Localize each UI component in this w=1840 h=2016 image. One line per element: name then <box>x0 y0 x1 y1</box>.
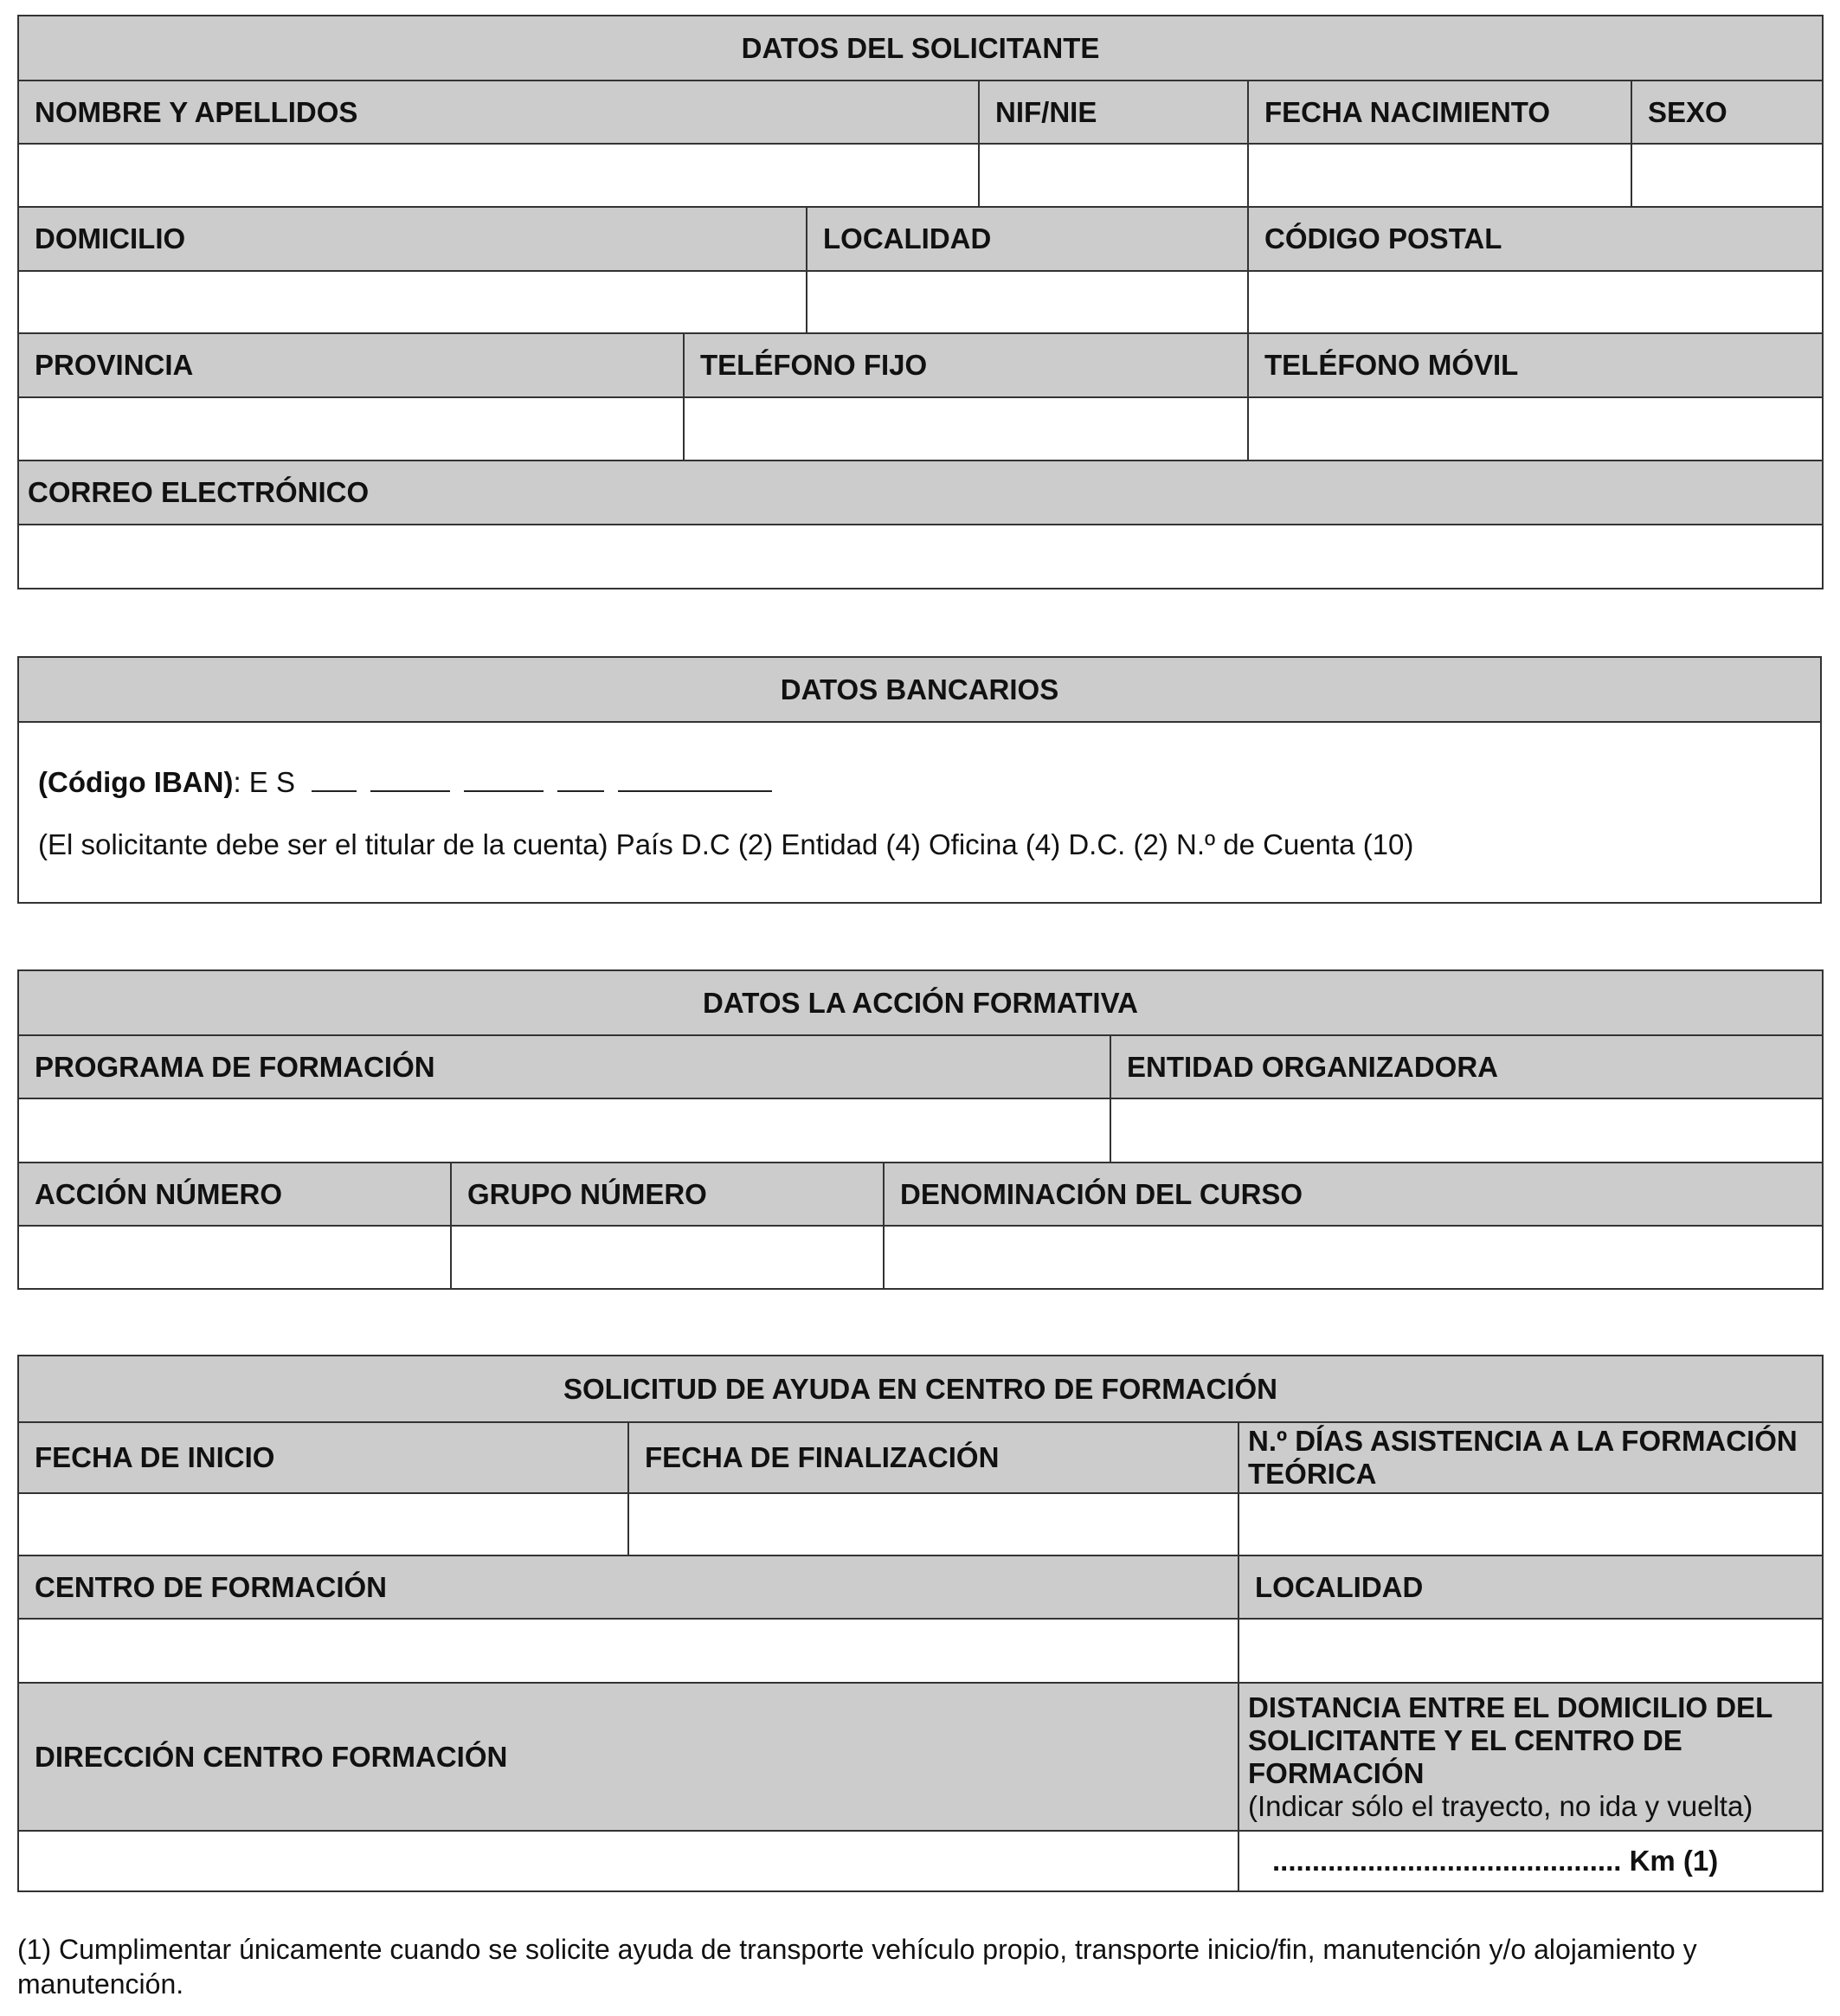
iban-pais-dc-field[interactable] <box>312 764 357 792</box>
direccion-field[interactable] <box>18 1831 1238 1891</box>
ayuda-title: SOLICITUD DE AYUDA EN CENTRO DE FORMACIÓN <box>18 1356 1823 1422</box>
centro-field[interactable] <box>18 1619 1238 1683</box>
solicitante-table-2 <box>17 206 1824 335</box>
nif-field[interactable] <box>979 144 1248 207</box>
localidad-field[interactable] <box>807 271 1248 334</box>
fecha-inicio-label: FECHA DE INICIO <box>18 1422 628 1493</box>
entidad-label: ENTIDAD ORGANIZADORA <box>1110 1035 1823 1098</box>
direccion-label: DIRECCIÓN CENTRO FORMACIÓN <box>18 1683 1238 1831</box>
accion-title: DATOS LA ACCIÓN FORMATIVA <box>18 970 1823 1035</box>
iban-dc-field[interactable] <box>557 764 604 792</box>
bancarios-table <box>17 656 1822 904</box>
accion-table-2 <box>17 1162 1824 1290</box>
programa-label: PROGRAMA DE FORMACIÓN <box>18 1035 1110 1098</box>
correo-field[interactable] <box>18 525 1823 589</box>
dias-asistencia-field[interactable] <box>1238 1493 1823 1557</box>
solicitante-table-3 <box>17 332 1824 589</box>
bancarios-body <box>18 722 1821 903</box>
distancia-km-field[interactable]: ............................................ Km (1) <box>1238 1831 1823 1891</box>
fecha-fin-label: FECHA DE FINALIZACIÓN <box>628 1422 1238 1493</box>
solicitante-title: DATOS DEL SOLICITANTE <box>18 16 1823 81</box>
codigo-postal-label: CÓDIGO POSTAL <box>1248 207 1823 271</box>
telefono-movil-label: TELÉFONO MÓVIL <box>1248 333 1823 397</box>
localidad-label: LOCALIDAD <box>807 207 1248 271</box>
provincia-label: PROVINCIA <box>18 333 684 397</box>
centro-label: CENTRO DE FORMACIÓN <box>18 1555 1238 1619</box>
distancia-title: DISTANCIA ENTRE EL DOMICILIO DEL SOLICITANTE Y EL CENTRO DE FORMACIÓN <box>1248 1691 1772 1789</box>
correo-label: CORREO ELECTRÓNICO <box>18 461 1823 525</box>
telefono-movil-field[interactable] <box>1248 397 1823 461</box>
accion-table <box>17 969 1824 1163</box>
codigo-postal-field[interactable] <box>1248 271 1823 334</box>
iban-entidad-field[interactable] <box>370 764 450 792</box>
grupo-numero-label: GRUPO NÚMERO <box>451 1163 884 1226</box>
fecha-nacimiento-field[interactable] <box>1248 144 1631 207</box>
iban-cuenta-field[interactable] <box>618 764 772 792</box>
denominacion-label: DENOMINACIÓN DEL CURSO <box>884 1163 1823 1226</box>
entidad-field[interactable] <box>1110 1098 1823 1163</box>
localidad-centro-label: LOCALIDAD <box>1238 1555 1823 1619</box>
bancarios-title: DATOS BANCARIOS <box>18 657 1821 722</box>
iban-prefix: : E S <box>233 765 295 798</box>
telefono-fijo-field[interactable] <box>684 397 1248 461</box>
telefono-fijo-label: TELÉFONO FIJO <box>684 333 1248 397</box>
footnote: (1) Cumplimentar únicamente cuando se solicite ayuda de transporte vehículo propio, transporte inicio/fin, manutención y/o alojamiento y manutención. <box>17 1934 1697 2000</box>
grupo-numero-field[interactable] <box>451 1226 884 1289</box>
iban-oficina-field[interactable] <box>464 764 544 792</box>
nif-label: NIF/NIE <box>979 81 1248 144</box>
dias-asistencia-label: N.º DÍAS ASISTENCIA A LA FORMACIÓN TEÓRICA <box>1238 1422 1823 1493</box>
domicilio-field[interactable] <box>18 271 807 334</box>
domicilio-label: DOMICILIO <box>18 207 807 271</box>
iban-line <box>38 764 1805 799</box>
nombre-label: NOMBRE Y APELLIDOS <box>18 81 979 144</box>
solicitante-table <box>17 15 1824 208</box>
ayuda-table <box>17 1355 1824 1558</box>
provincia-field[interactable] <box>18 397 684 461</box>
denominacion-field[interactable] <box>884 1226 1823 1289</box>
accion-numero-label: ACCIÓN NÚMERO <box>18 1163 451 1226</box>
programa-field[interactable] <box>18 1098 1110 1163</box>
sexo-label: SEXO <box>1631 81 1823 144</box>
fecha-inicio-field[interactable] <box>18 1493 628 1557</box>
distancia-note: (Indicar sólo el trayecto, no ida y vuelta) <box>1248 1789 1753 1822</box>
nombre-field[interactable] <box>18 144 979 207</box>
sexo-field[interactable] <box>1631 144 1823 207</box>
accion-numero-field[interactable] <box>18 1226 451 1289</box>
ayuda-table-2 <box>17 1555 1824 1892</box>
fecha-fin-field[interactable] <box>628 1493 1238 1557</box>
iban-label: (Código IBAN) <box>38 765 234 798</box>
distancia-label <box>1238 1683 1823 1831</box>
localidad-centro-field[interactable] <box>1238 1619 1823 1683</box>
iban-note: (El solicitante debe ser el titular de la cuenta) País D.C (2) Entidad (4) Oficina (4) D.C. (2) N.º de Cuenta (10) <box>38 828 1414 860</box>
fecha-nacimiento-label: FECHA NACIMIENTO <box>1248 81 1631 144</box>
